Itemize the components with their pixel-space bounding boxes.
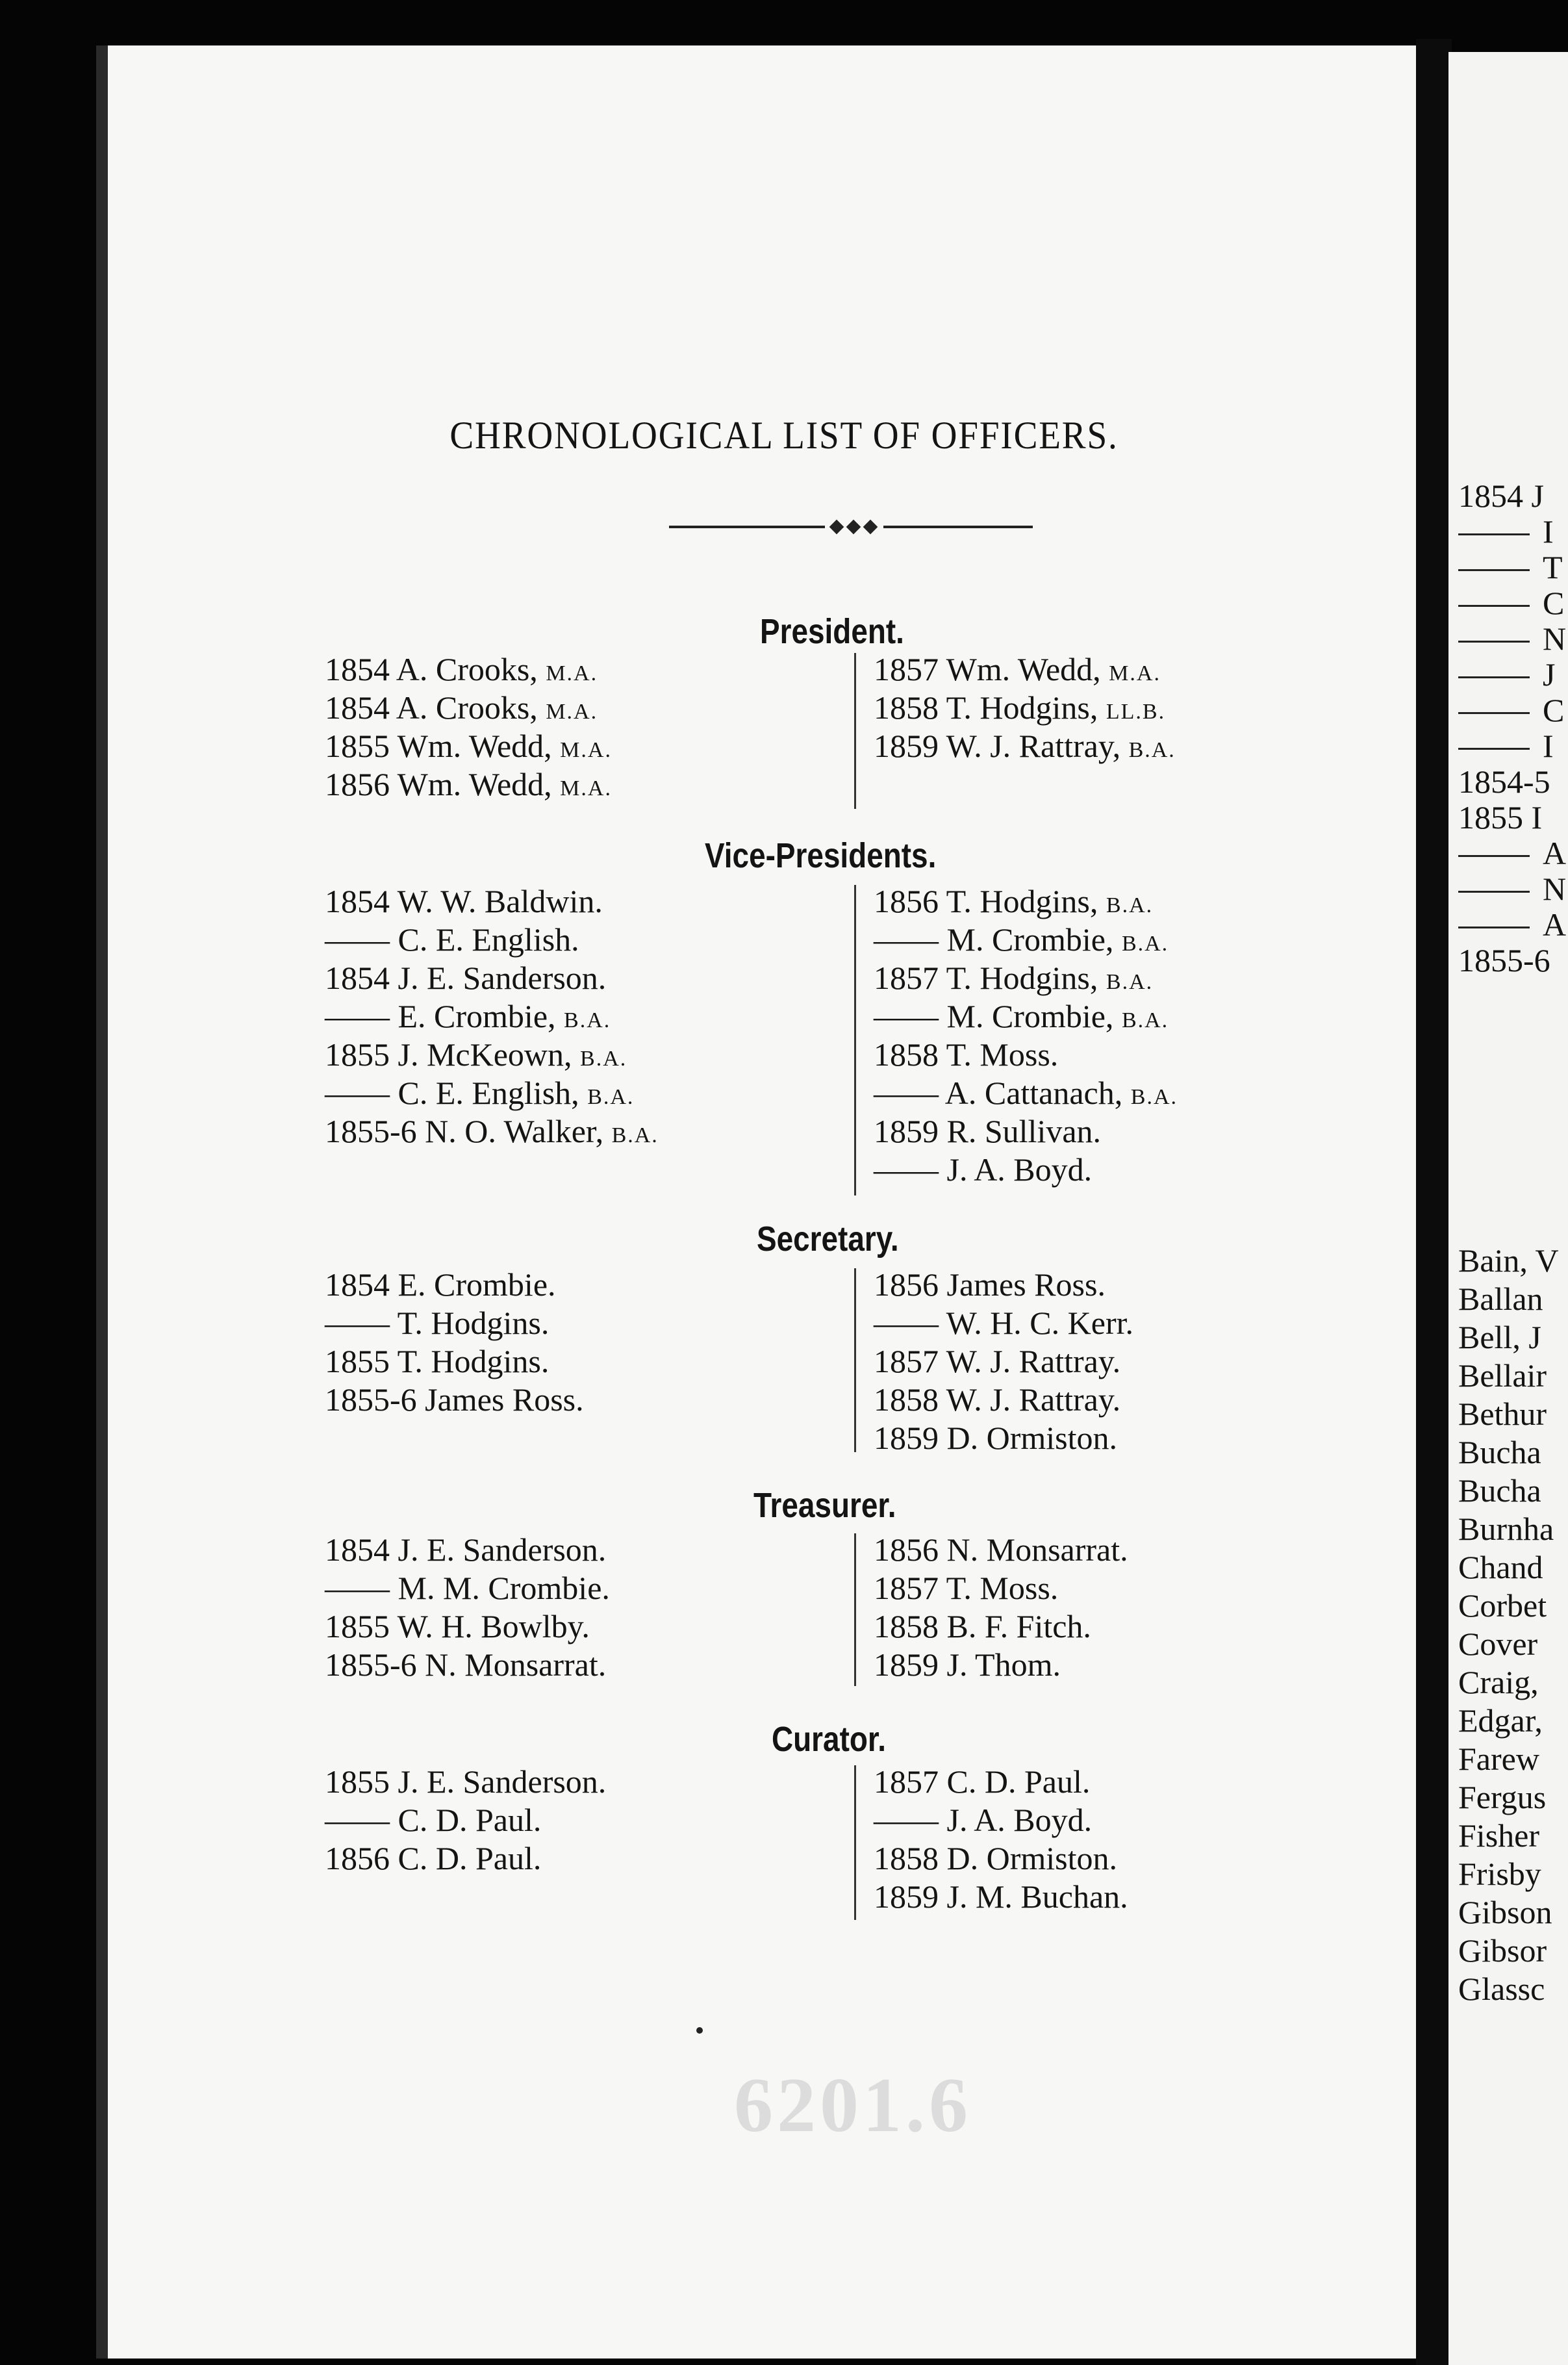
right-top-line: A: [1543, 835, 1567, 871]
entry-text: 1859 R. Sullivan.: [874, 1113, 1102, 1149]
entry-text: 1854 J. E. Sanderson.: [325, 960, 607, 996]
vice-left-entry: [325, 1077, 634, 1109]
entry-text: 1858 T. Moss.: [874, 1036, 1059, 1073]
right-top-line: I: [1543, 728, 1554, 764]
right-dash: [1458, 748, 1530, 750]
right-name-line: Bucha: [1458, 1472, 1541, 1509]
right-top-line: N: [1543, 871, 1567, 907]
secretary-right-entry: [874, 1383, 1120, 1416]
left-page: [96, 45, 1428, 2359]
entry-text: 1855 Wm. Wedd,: [325, 728, 561, 764]
right-dash: [1458, 605, 1530, 607]
entry-text: —— C. D. Paul.: [325, 1802, 542, 1838]
right-top-line: 1855-6: [1458, 942, 1550, 978]
secretary-right-entry: [874, 1345, 1120, 1377]
right-dash: [1458, 533, 1530, 535]
right-name-line: Bellair: [1458, 1357, 1547, 1394]
entry-text: 1859 D. Ormiston.: [874, 1420, 1117, 1456]
entry-text: 1857 T. Hodgins,: [874, 960, 1106, 996]
entry-text: 1855-6 James Ross.: [325, 1381, 584, 1418]
right-name-line: Edgar,: [1458, 1702, 1543, 1739]
entry-text: 1859 W. J. Rattray,: [874, 728, 1129, 764]
treasurer-left-entry: [325, 1572, 610, 1604]
degree-abbrev: B.A.: [1106, 970, 1154, 994]
degree-abbrev: M.A.: [560, 776, 612, 800]
secretary-right-entry: [874, 1422, 1117, 1454]
right-top-line: T: [1543, 549, 1563, 585]
vice-right-entry: [874, 1115, 1101, 1147]
ink-speck: [696, 2027, 703, 2034]
right-name-line: Fergus: [1458, 1779, 1547, 1815]
entry-text: 1856 C. D. Paul.: [325, 1840, 542, 1876]
right-name-line: Ballan: [1458, 1281, 1543, 1317]
right-name-line: Farew: [1458, 1741, 1539, 1777]
entry-text: 1855-6 N. O. Walker,: [325, 1113, 612, 1149]
entry-text: 1858 W. J. Rattray.: [874, 1381, 1121, 1418]
right-top-line: 1854-5: [1458, 763, 1550, 800]
entry-text: —— A. Cattanach,: [874, 1075, 1131, 1111]
treasurer-right-entry: [874, 1533, 1128, 1566]
right-name-line: Frisby: [1458, 1856, 1541, 1892]
vice-left-entry: [325, 962, 606, 994]
entry-text: 1857 W. J. Rattray.: [874, 1343, 1121, 1379]
degree-abbrev: B.A.: [1130, 1085, 1178, 1109]
right-top-line: C: [1543, 692, 1565, 728]
entry-text: 1854 A. Crooks,: [325, 651, 546, 687]
right-dash: [1458, 676, 1530, 678]
curator-left-entry: [325, 1765, 606, 1798]
entry-text: 1855 W. H. Bowlby.: [325, 1608, 590, 1644]
treasurer-left-entry: [325, 1610, 590, 1643]
entry-text: 1855 J. E. Sanderson.: [325, 1763, 607, 1800]
entry-text: 1854 A. Crooks,: [325, 689, 546, 726]
president-left-entry: [325, 730, 612, 762]
right-name-line: Craig,: [1458, 1664, 1539, 1700]
president-left-entry: [325, 768, 612, 800]
treasurer-column-divider: [854, 1533, 856, 1686]
secretary-heading: Secretary.: [757, 1220, 899, 1259]
president-column-divider: [854, 653, 856, 809]
curator-heading: Curator.: [772, 1720, 886, 1759]
vice-heading: Vice-Presidents.: [705, 836, 937, 875]
right-top-line: C: [1543, 585, 1565, 621]
degree-abbrev: M.A.: [560, 738, 612, 762]
president-right-entry: [874, 730, 1176, 762]
entry-text: —— M. Crombie,: [874, 998, 1122, 1034]
right-name-line: Burnha: [1458, 1511, 1554, 1547]
treasurer-left-entry: [325, 1533, 606, 1566]
vice-right-entry: [874, 923, 1169, 956]
right-name-line: Corbet: [1458, 1587, 1547, 1624]
right-name-line: Chand: [1458, 1549, 1543, 1585]
degree-abbrev: M.A.: [1109, 661, 1161, 685]
entry-text: 1854 W. W. Baldwin.: [325, 883, 603, 919]
right-dash: [1458, 927, 1530, 928]
entry-text: 1859 J. Thom.: [874, 1646, 1061, 1683]
curator-column-divider: [854, 1765, 856, 1920]
entry-text: 1855 T. Hodgins.: [325, 1343, 550, 1379]
entry-text: 1856 Wm. Wedd,: [325, 766, 561, 802]
vice-left-entry: [325, 1038, 627, 1071]
vice-right-entry: [874, 1077, 1178, 1109]
right-top-line: 1855 I: [1458, 799, 1543, 836]
secretary-left-entry: [325, 1383, 584, 1416]
right-top-line: N: [1543, 620, 1567, 657]
right-dash: [1458, 712, 1530, 714]
degree-abbrev: B.A.: [587, 1085, 635, 1109]
curator-left-entry: [325, 1842, 541, 1874]
entry-text: —— E. Crombie,: [325, 998, 564, 1034]
degree-abbrev: M.A.: [546, 700, 598, 724]
vice-right-entry: [874, 1000, 1169, 1032]
title-ornament: [669, 520, 1033, 533]
secretary-left-entry: [325, 1268, 556, 1301]
right-name-line: Bain, V: [1458, 1242, 1559, 1279]
right-dash: [1458, 891, 1530, 893]
vice-left-entry: [325, 1000, 611, 1032]
treasurer-heading: Treasurer.: [753, 1486, 896, 1525]
library-stamp-number: 6201.6: [734, 2062, 972, 2148]
entry-text: —— W. H. C. Kerr.: [874, 1305, 1133, 1341]
vice-left-entry: [325, 923, 579, 956]
entry-text: 1855-6 N. Monsarrat.: [325, 1646, 607, 1683]
secretary-right-entry: [874, 1268, 1106, 1301]
right-name-line: Bethur: [1458, 1396, 1547, 1432]
entry-text: 1856 N. Monsarrat.: [874, 1531, 1128, 1568]
curator-right-entry: [874, 1880, 1128, 1913]
entry-text: 1858 B. F. Fitch.: [874, 1608, 1091, 1644]
entry-text: 1857 T. Moss.: [874, 1570, 1059, 1606]
treasurer-right-entry: [874, 1572, 1058, 1604]
entry-text: —— M. M. Crombie.: [325, 1570, 610, 1606]
secretary-column-divider: [854, 1268, 856, 1452]
degree-abbrev: B.A.: [580, 1047, 627, 1071]
degree-abbrev: LL.B.: [1106, 700, 1166, 724]
vice-right-entry: [874, 1153, 1092, 1186]
entry-text: 1854 J. E. Sanderson.: [325, 1531, 607, 1568]
curator-right-entry: [874, 1804, 1092, 1836]
vice-left-entry: [325, 1115, 659, 1147]
secretary-left-entry: [325, 1307, 549, 1339]
entry-text: —— C. E. English,: [325, 1075, 588, 1111]
right-dash: [1458, 569, 1530, 571]
vice-column-divider: [854, 885, 856, 1195]
entry-text: 1857 Wm. Wedd,: [874, 651, 1109, 687]
degree-abbrev: B.A.: [1128, 738, 1176, 762]
curator-right-entry: [874, 1842, 1117, 1874]
page-title: CHRONOLOGICAL LIST OF OFFICERS.: [449, 414, 1119, 457]
right-name-line: Gibson: [1458, 1894, 1552, 1930]
right-dash: [1458, 641, 1530, 643]
entry-text: 1856 T. Hodgins,: [874, 883, 1106, 919]
entry-text: 1857 C. D. Paul.: [874, 1763, 1091, 1800]
right-name-line: Bucha: [1458, 1434, 1541, 1470]
president-right-entry: [874, 691, 1165, 724]
entry-text: 1854 E. Crombie.: [325, 1266, 556, 1303]
vice-right-entry: [874, 885, 1153, 917]
entry-text: 1855 J. McKeown,: [325, 1036, 581, 1073]
president-right-entry: [874, 653, 1161, 685]
entry-text: 1859 J. M. Buchan.: [874, 1878, 1128, 1915]
curator-right-entry: [874, 1765, 1090, 1798]
entry-text: 1856 James Ross.: [874, 1266, 1106, 1303]
right-name-line: Fisher: [1458, 1817, 1539, 1854]
right-page: [1448, 52, 1568, 2365]
entry-text: —— T. Hodgins.: [325, 1305, 550, 1341]
degree-abbrev: B.A.: [1106, 893, 1154, 917]
right-name-line: Bell, J: [1458, 1319, 1541, 1355]
treasurer-right-entry: [874, 1610, 1091, 1643]
right-top-line: J: [1543, 656, 1556, 693]
treasurer-left-entry: [325, 1648, 606, 1681]
curator-left-entry: [325, 1804, 541, 1836]
degree-abbrev: B.A.: [611, 1123, 659, 1147]
entry-text: —— J. A. Boyd.: [874, 1151, 1093, 1188]
secretary-right-entry: [874, 1307, 1133, 1339]
degree-abbrev: B.A.: [1121, 1008, 1169, 1032]
vice-left-entry: [325, 885, 603, 917]
vice-right-entry: [874, 962, 1153, 994]
secretary-left-entry: [325, 1345, 549, 1377]
treasurer-right-entry: [874, 1648, 1061, 1681]
right-top-line: A: [1543, 906, 1567, 943]
right-name-line: Glassc: [1458, 1971, 1545, 2007]
right-dash: [1458, 855, 1530, 857]
entry-text: 1858 D. Ormiston.: [874, 1840, 1117, 1876]
degree-abbrev: M.A.: [546, 661, 598, 685]
right-top-line: 1854 J: [1458, 478, 1544, 514]
degree-abbrev: B.A.: [1121, 932, 1169, 956]
degree-abbrev: B.A.: [564, 1008, 611, 1032]
vice-right-entry: [874, 1038, 1058, 1071]
entry-text: 1858 T. Hodgins,: [874, 689, 1106, 726]
right-top-line: I: [1543, 513, 1554, 550]
right-name-line: Gibsor: [1458, 1932, 1547, 1969]
book-gutter: [1416, 39, 1452, 2365]
president-heading: President.: [760, 612, 904, 651]
president-left-entry: [325, 653, 598, 685]
president-left-entry: [325, 691, 598, 724]
entry-text: —— J. A. Boyd.: [874, 1802, 1093, 1838]
entry-text: —— C. E. English.: [325, 921, 579, 958]
right-name-line: Cover: [1458, 1626, 1538, 1662]
entry-text: —— M. Crombie,: [874, 921, 1122, 958]
